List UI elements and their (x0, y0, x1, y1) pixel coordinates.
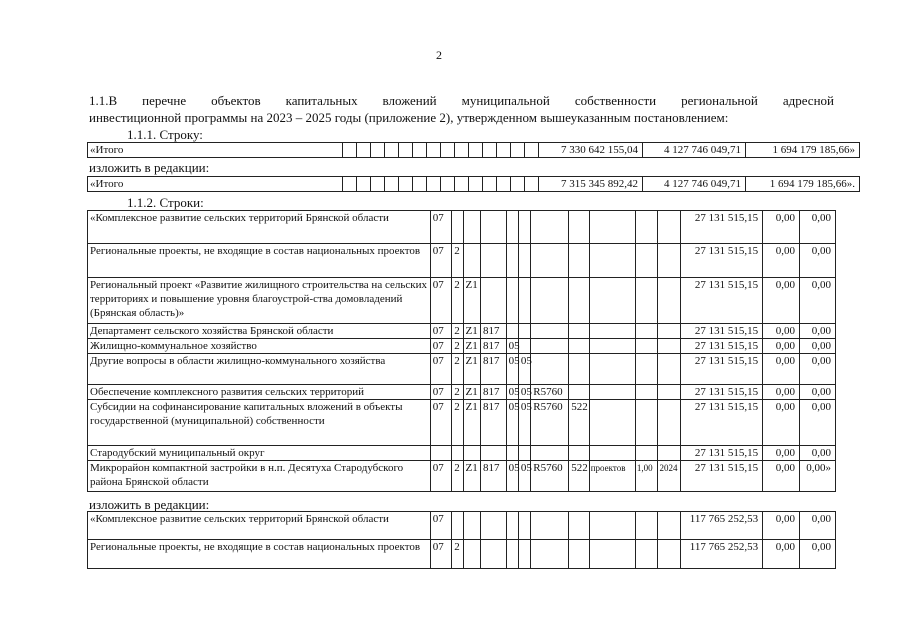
code-cell (658, 446, 681, 461)
code-cell (480, 278, 506, 324)
table-cell (497, 143, 511, 158)
value-cell: 0,00 (800, 339, 836, 354)
value-cell: 0,00 (763, 540, 800, 569)
row-name: Региональные проекты, не входящие в состав национальных проектов (88, 244, 431, 278)
total-value-1: 7 315 345 892,42 (539, 177, 643, 192)
code-cell: 05 (506, 339, 518, 354)
code-cell (658, 512, 681, 540)
table-cell (413, 143, 427, 158)
objects-table-old (87, 210, 836, 492)
value-cell: 27 131 515,15 (681, 446, 763, 461)
code-cell (480, 244, 506, 278)
table-row (88, 446, 836, 461)
total-value-3: 1 694 179 185,66». (746, 177, 860, 192)
code-cell (452, 512, 463, 540)
code-cell (589, 512, 635, 540)
table-row (88, 400, 836, 446)
code-cell: 1,00 (635, 461, 658, 492)
code-cell: R5760 (531, 461, 569, 492)
code-cell: 05 (518, 385, 530, 400)
code-cell (589, 244, 635, 278)
code-cell (531, 278, 569, 324)
code-cell (635, 354, 658, 385)
value-cell: 0,00 (800, 540, 836, 569)
code-cell (569, 324, 590, 339)
table-cell (427, 143, 441, 158)
code-cell (635, 324, 658, 339)
code-cell (658, 244, 681, 278)
total-table-new (87, 176, 860, 192)
code-cell: 07 (430, 244, 452, 278)
code-cell: 817 (480, 400, 506, 446)
code-cell (518, 339, 530, 354)
code-cell: 817 (480, 339, 506, 354)
row-name: Стародубский муниципальный округ (88, 446, 431, 461)
code-cell: 2 (452, 540, 463, 569)
code-cell: 07 (430, 512, 452, 540)
total-value-2: 4 127 746 049,71 (643, 177, 746, 192)
code-cell: 2 (452, 244, 463, 278)
code-cell: Z1 (463, 354, 480, 385)
row-name: Департамент сельского хозяйства Брянской области (88, 324, 431, 339)
objects-table-new (87, 511, 836, 569)
page-number: 2 (436, 48, 442, 62)
code-cell (658, 324, 681, 339)
table-cell (427, 177, 441, 192)
code-cell (463, 211, 480, 244)
code-cell (635, 211, 658, 244)
table-row (88, 461, 836, 492)
code-cell: 05 (506, 461, 518, 492)
code-cell: 05 (518, 400, 530, 446)
code-cell: Z1 (463, 324, 480, 339)
code-cell (531, 354, 569, 385)
value-cell: 0,00 (763, 385, 800, 400)
table-cell (357, 177, 371, 192)
code-cell (506, 278, 518, 324)
code-cell: проектов (589, 461, 635, 492)
value-cell: 27 131 515,15 (681, 244, 763, 278)
table-cell (441, 143, 455, 158)
code-cell (531, 446, 569, 461)
value-cell: 0,00 (763, 278, 800, 324)
code-cell: R5760 (531, 400, 569, 446)
row-name: Жилищно-коммунальное хозяйство (88, 339, 431, 354)
value-cell: 0,00 (800, 211, 836, 244)
code-cell: 2 (452, 385, 463, 400)
code-cell: 07 (430, 324, 452, 339)
code-cell (506, 540, 518, 569)
row-name: Микрорайон компактной застройки в н.п. Десятуха Стародубского района Брянской области (88, 461, 431, 492)
code-cell (506, 324, 518, 339)
code-cell: 07 (430, 278, 452, 324)
code-cell (569, 244, 590, 278)
code-cell (658, 400, 681, 446)
table-cell (385, 143, 399, 158)
table-cell (483, 143, 497, 158)
code-cell (589, 324, 635, 339)
code-cell: 522 (569, 461, 590, 492)
code-cell (569, 512, 590, 540)
table-cell (483, 177, 497, 192)
value-cell: 0,00 (800, 324, 836, 339)
code-cell (430, 446, 452, 461)
code-cell (589, 446, 635, 461)
table-cell (385, 177, 399, 192)
code-cell (569, 278, 590, 324)
code-cell (452, 211, 463, 244)
total-row (88, 143, 860, 158)
row-name: Региональный проект «Развитие жилищного строительства на сельских территориях и повышение уровня благоустрой-ства домовладений (Брянская область)» (88, 278, 431, 324)
table-cell (371, 177, 385, 192)
table-row (88, 339, 836, 354)
code-cell (480, 211, 506, 244)
table-cell (469, 177, 483, 192)
code-cell (635, 446, 658, 461)
value-cell: 0,00 (763, 354, 800, 385)
value-cell: 0,00 (800, 278, 836, 324)
table-row (88, 540, 836, 569)
code-cell (589, 339, 635, 354)
code-cell (635, 339, 658, 354)
code-cell (518, 512, 530, 540)
code-cell (506, 512, 518, 540)
replace-label: изложить в редакции: (89, 497, 210, 512)
total-value-2: 4 127 746 049,71 (643, 143, 746, 158)
value-cell: 0,00 (763, 446, 800, 461)
replace-label: изложить в редакции: (89, 160, 210, 175)
code-cell (463, 512, 480, 540)
intro-line: инвестиционной программы на 2023 – 2025 годы (приложение 2), утвержденном вышеуказанным постановлением: (89, 110, 729, 125)
code-cell (569, 540, 590, 569)
code-cell (531, 339, 569, 354)
table-cell (511, 177, 525, 192)
code-cell: 07 (430, 385, 452, 400)
value-cell: 0,00 (763, 244, 800, 278)
table-cell (371, 143, 385, 158)
code-cell: 05 (506, 354, 518, 385)
table-row (88, 512, 836, 540)
code-cell (518, 211, 530, 244)
code-cell: 2 (452, 461, 463, 492)
value-cell: 27 131 515,15 (681, 385, 763, 400)
code-cell (569, 446, 590, 461)
code-cell (506, 244, 518, 278)
code-cell (463, 244, 480, 278)
row-name: Другие вопросы в области жилищно-коммунального хозяйства (88, 354, 431, 385)
table-cell (399, 143, 413, 158)
code-cell (463, 540, 480, 569)
code-cell (589, 354, 635, 385)
code-cell (635, 512, 658, 540)
table-cell (343, 143, 357, 158)
table-cell (511, 143, 525, 158)
code-cell (569, 211, 590, 244)
code-cell: Z1 (463, 278, 480, 324)
code-cell (531, 512, 569, 540)
table-cell (357, 143, 371, 158)
intro-paragraph (89, 92, 834, 126)
row-name: Субсидии на софинансирование капитальных вложений в объекты государственной (муниципальной) собственности (88, 400, 431, 446)
code-cell (518, 324, 530, 339)
code-cell (452, 446, 463, 461)
code-cell: 2 (452, 339, 463, 354)
table-cell (455, 177, 469, 192)
code-cell: 07 (430, 400, 452, 446)
code-cell (589, 385, 635, 400)
table-row (88, 324, 836, 339)
code-cell: 07 (430, 211, 452, 244)
table-row (88, 244, 836, 278)
value-cell: 27 131 515,15 (681, 324, 763, 339)
total-table-old (87, 142, 860, 158)
value-cell: 0,00 (763, 339, 800, 354)
code-cell (589, 278, 635, 324)
code-cell (463, 446, 480, 461)
code-cell (506, 446, 518, 461)
code-cell (635, 540, 658, 569)
code-cell: Z1 (463, 385, 480, 400)
value-cell: 27 131 515,15 (681, 339, 763, 354)
code-cell (658, 339, 681, 354)
value-cell: 117 765 252,53 (681, 540, 763, 569)
code-cell (518, 244, 530, 278)
code-cell (518, 278, 530, 324)
code-cell (635, 385, 658, 400)
code-cell (569, 385, 590, 400)
value-cell: 0,00 (800, 400, 836, 446)
code-cell (635, 278, 658, 324)
code-cell (658, 540, 681, 569)
row-name: «Комплексное развитие сельских территорий Брянской области (88, 211, 431, 244)
value-cell: 0,00 (763, 400, 800, 446)
code-cell (480, 512, 506, 540)
row-name: «Комплексное развитие сельских территорий Брянской области (88, 512, 431, 540)
code-cell (531, 540, 569, 569)
intro-line: 1.1.В перечне объектов капитальных вложений муниципальной собственности региональной адресной (89, 93, 834, 108)
table-row (88, 354, 836, 385)
code-cell: 2 (452, 324, 463, 339)
value-cell: 27 131 515,15 (681, 354, 763, 385)
code-cell: 05 (518, 461, 530, 492)
total-value-3: 1 694 179 185,66» (746, 143, 860, 158)
code-cell (531, 324, 569, 339)
value-cell: 27 131 515,15 (681, 461, 763, 492)
value-cell: 0,00 (800, 385, 836, 400)
table-cell (413, 177, 427, 192)
section-heading-1-1-2: 1.1.2. Строки: (127, 195, 204, 210)
code-cell (480, 446, 506, 461)
total-row (88, 177, 860, 192)
code-cell: 817 (480, 461, 506, 492)
value-cell: 117 765 252,53 (681, 512, 763, 540)
code-cell (569, 339, 590, 354)
value-cell: 0,00 (800, 244, 836, 278)
table-row (88, 385, 836, 400)
table-cell (525, 177, 539, 192)
code-cell (635, 244, 658, 278)
code-cell: 07 (430, 339, 452, 354)
code-cell: R5760 (531, 385, 569, 400)
code-cell: 2 (452, 400, 463, 446)
code-cell (589, 540, 635, 569)
code-cell: 05 (518, 354, 530, 385)
code-cell (518, 540, 530, 569)
value-cell: 0,00 (800, 446, 836, 461)
code-cell: Z1 (463, 339, 480, 354)
code-cell (658, 385, 681, 400)
code-cell (518, 446, 530, 461)
value-cell: 0,00 (763, 211, 800, 244)
code-cell: 817 (480, 385, 506, 400)
value-cell: 27 131 515,15 (681, 278, 763, 324)
code-cell: 05 (506, 385, 518, 400)
code-cell (658, 211, 681, 244)
total-value-1: 7 330 642 155,04 (539, 143, 643, 158)
value-cell: 27 131 515,15 (681, 400, 763, 446)
table-cell (343, 177, 357, 192)
table-row (88, 211, 836, 244)
table-cell (399, 177, 413, 192)
code-cell: 07 (430, 540, 452, 569)
code-cell: 522 (569, 400, 590, 446)
code-cell (506, 211, 518, 244)
code-cell: 817 (480, 354, 506, 385)
value-cell: 0,00 (800, 512, 836, 540)
section-heading-1-1-1: 1.1.1. Строку: (127, 127, 203, 142)
code-cell (589, 211, 635, 244)
row-name: Обеспечение комплексного развития сельских территорий (88, 385, 431, 400)
value-cell: 0,00 (763, 324, 800, 339)
code-cell: 07 (430, 354, 452, 385)
code-cell (635, 400, 658, 446)
code-cell: Z1 (463, 400, 480, 446)
code-cell: 2 (452, 354, 463, 385)
code-cell (569, 354, 590, 385)
code-cell: 05 (506, 400, 518, 446)
code-cell (480, 540, 506, 569)
value-cell: 0,00 (800, 354, 836, 385)
code-cell: 07 (430, 461, 452, 492)
code-cell (658, 278, 681, 324)
code-cell (658, 354, 681, 385)
table-cell (525, 143, 539, 158)
value-cell: 0,00 (763, 512, 800, 540)
code-cell: 817 (480, 324, 506, 339)
code-cell: Z1 (463, 461, 480, 492)
table-cell (469, 143, 483, 158)
total-label: «Итого (88, 143, 343, 158)
table-cell (497, 177, 511, 192)
value-cell: 0,00» (800, 461, 836, 492)
value-cell: 27 131 515,15 (681, 211, 763, 244)
total-label: «Итого (88, 177, 343, 192)
row-name: Региональные проекты, не входящие в состав национальных проектов (88, 540, 431, 569)
code-cell (531, 211, 569, 244)
value-cell: 0,00 (763, 461, 800, 492)
code-cell: 2 (452, 278, 463, 324)
code-cell: 2024 (658, 461, 681, 492)
code-cell (589, 400, 635, 446)
code-cell (531, 244, 569, 278)
table-cell (455, 143, 469, 158)
table-cell (441, 177, 455, 192)
table-row (88, 278, 836, 324)
